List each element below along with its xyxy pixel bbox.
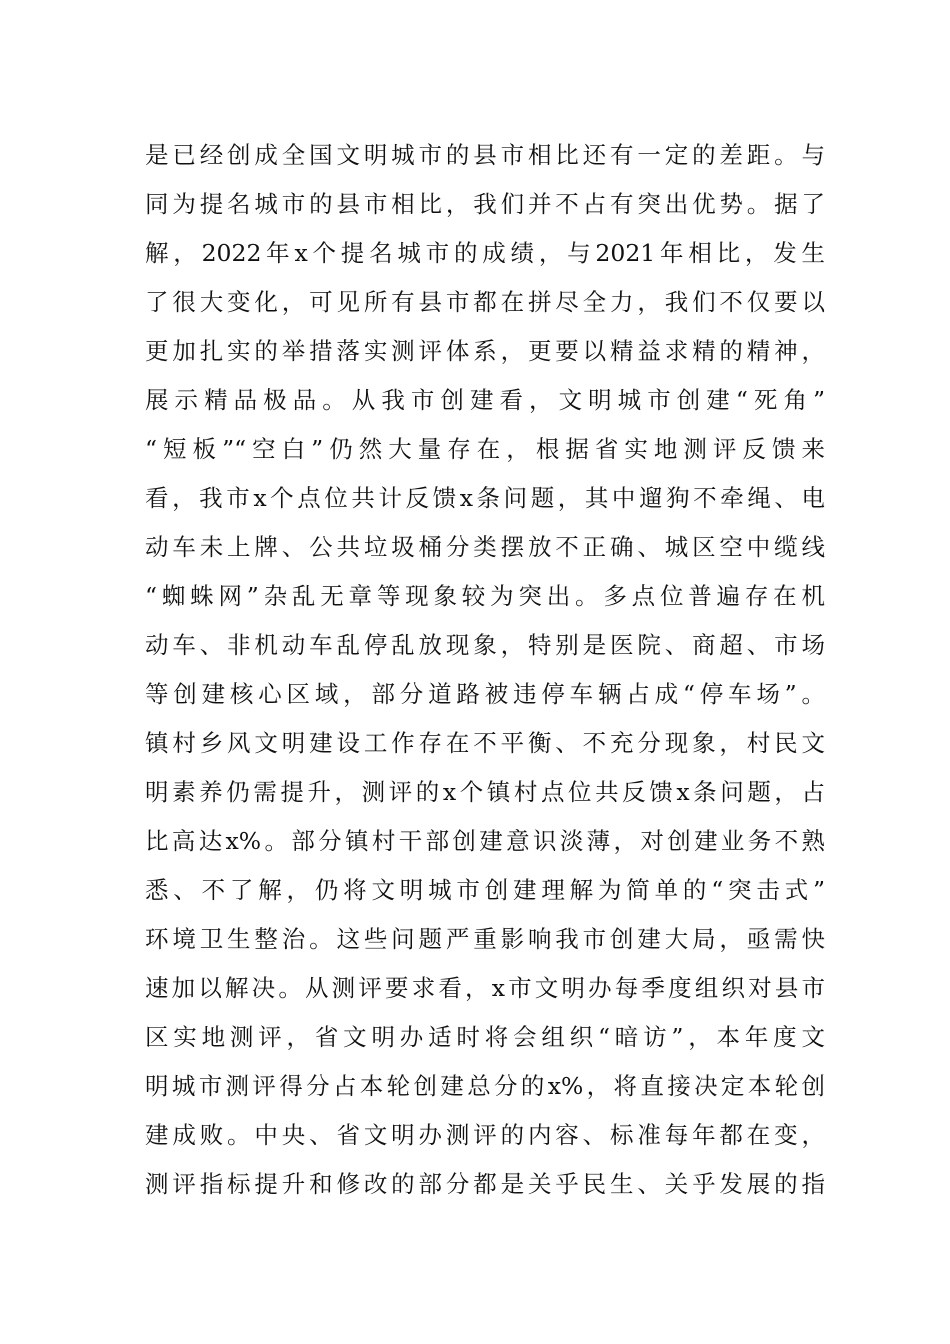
text-line: 区实地测评，省文明办适时将会组织“暗访”，本年度文: [145, 1023, 825, 1051]
text-line: 解，2022年x个提名城市的成绩，与2021年相比，发生: [145, 239, 825, 267]
text-line: 动车、非机动车乱停乱放现象，特别是医院、商超、市场: [145, 631, 825, 659]
text-line: 镇村乡风文明建设工作存在不平衡、不充分现象，村民文: [145, 729, 825, 757]
text-line: 明城市测评得分占本轮创建总分的x%，将直接决定本轮创: [145, 1072, 825, 1100]
text-line: 环境卫生整治。这些问题严重影响我市创建大局，亟需快: [145, 925, 825, 953]
text-line: “短板”“空白”仍然大量存在，根据省实地测评反馈来: [145, 435, 825, 463]
text-line: 速加以解决。从测评要求看，x市文明办每季度组织对县市: [145, 974, 825, 1002]
text-line: 等创建核心区域，部分道路被违停车辆占成“停车场”。: [145, 680, 825, 708]
text-line: 看，我市x个点位共计反馈x条问题，其中遛狗不牵绳、电: [145, 484, 825, 512]
text-line: 动车未上牌、公共垃圾桶分类摆放不正确、城区空中缆线: [145, 533, 825, 561]
body-paragraph: [145, 131, 825, 1209]
text-line: 同为提名城市的县市相比，我们并不占有突出优势。据了: [145, 190, 825, 218]
text-line: 了很大变化，可见所有县市都在拼尽全力，我们不仅要以: [145, 288, 825, 316]
text-line: 更加扎实的举措落实测评体系，更要以精益求精的精神，: [145, 337, 825, 365]
text-line: “蜘蛛网”杂乱无章等现象较为突出。多点位普遍存在机: [145, 582, 825, 610]
text-line: 展示精品极品。从我市创建看，文明城市创建“死角”: [145, 386, 825, 414]
text-line: 比高达x%。部分镇村干部创建意识淡薄，对创建业务不熟: [145, 827, 825, 855]
text-line: 是已经创成全国文明城市的县市相比还有一定的差距。与: [145, 141, 825, 169]
text-line: 建成败。中央、省文明办测评的内容、标准每年都在变，: [145, 1121, 825, 1149]
text-line: 悉、不了解，仍将文明城市创建理解为简单的“突击式”: [145, 876, 825, 904]
text-line: 明素养仍需提升，测评的x个镇村点位共反馈x条问题，占: [145, 778, 825, 806]
text-line: 测评指标提升和修改的部分都是关乎民生、关乎发展的指: [145, 1170, 825, 1198]
